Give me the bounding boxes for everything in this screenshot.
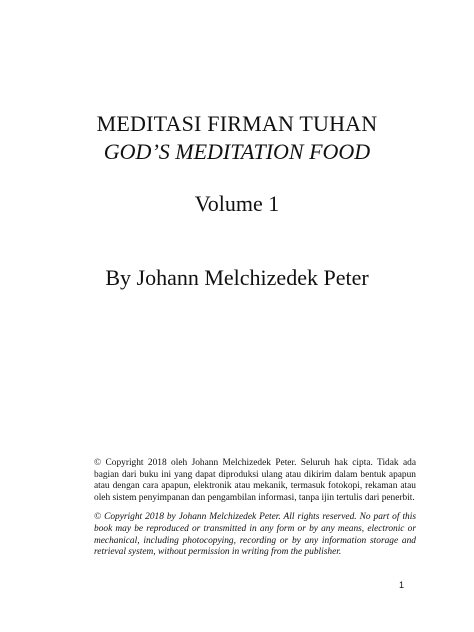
copyright-block bbox=[94, 458, 416, 567]
copyright-indonesian: © Copyright 2018 oleh Johann Melchizedek Peter. Seluruh hak cipta. Tidak ada bagian dari buku ini yang dapat diproduksi ulang atau dikirim dalam bentuk apapun atau dengan cara apapun, elektronik atau mekanik, termasuk fotokopi, rekaman atau oleh sistem penyimpanan dan pengambilan informasi, tanpa ijin tertulis dari penerbit. bbox=[94, 458, 416, 503]
copyright-english: © Copyright 2018 by Johann Melchizedek Peter. All rights reserved. No part of this book may be reproduced or transmitted in any form or by any means, electronic or mechanical, including photocopying, recording or by any information storage and retrieval system, without permission in writing from the publisher. bbox=[94, 512, 416, 558]
author-line: By Johann Melchizedek Peter bbox=[105, 265, 369, 290]
title-block bbox=[0, 110, 474, 166]
book-subtitle: GOD’S MEDITATION FOOD bbox=[103, 139, 371, 164]
page-number: 1 bbox=[398, 580, 404, 590]
volume-label: Volume 1 bbox=[194, 191, 280, 216]
book-title: MEDITASI FIRMAN TUHAN bbox=[96, 111, 378, 136]
